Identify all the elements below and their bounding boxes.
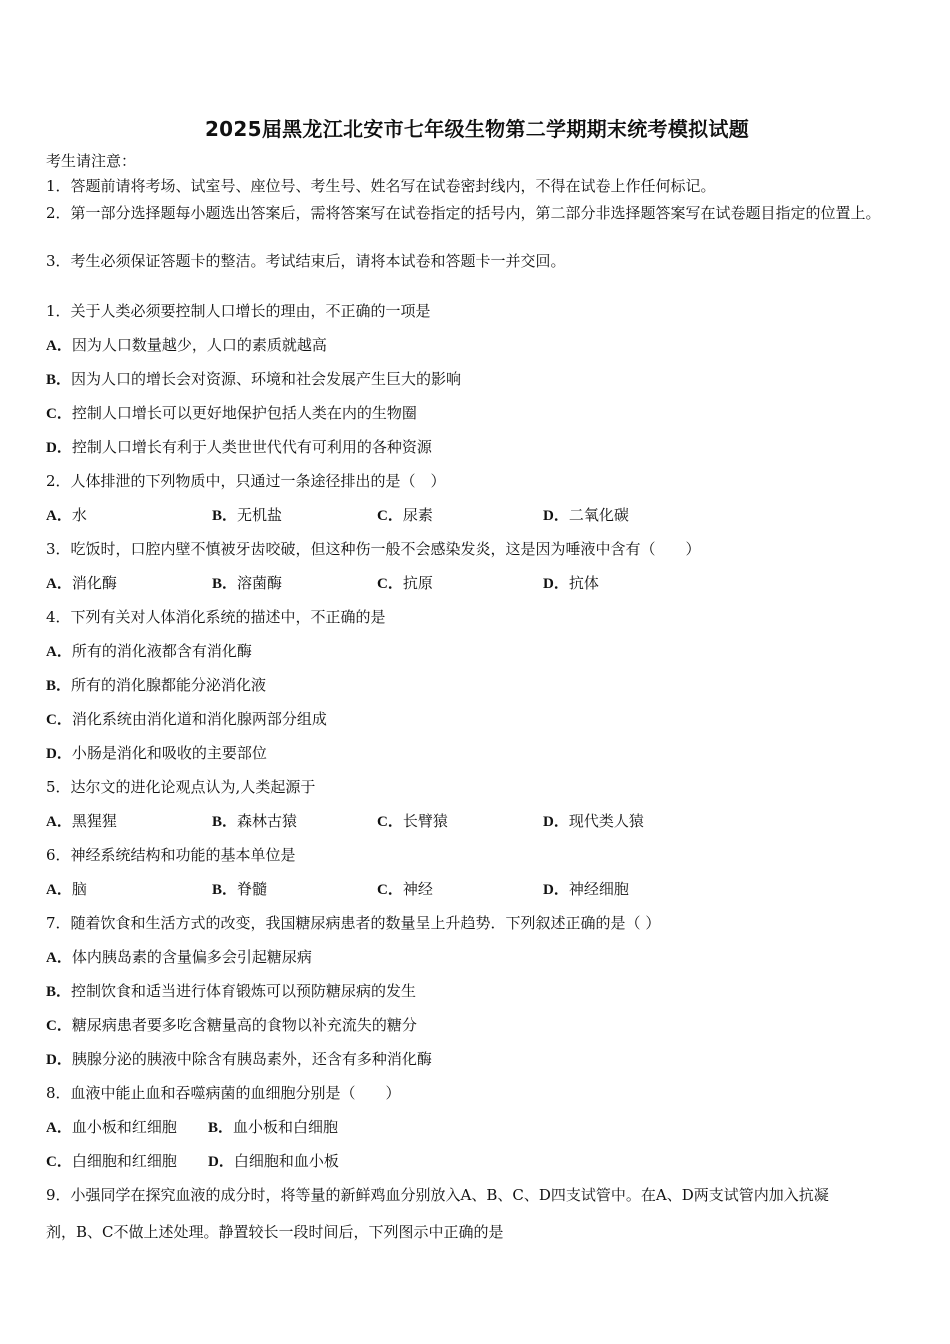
option-d	[208, 1151, 339, 1172]
option-text: 神经	[402, 880, 433, 898]
question-stem: 4．下列有关对人体消化系统的描述中，不正确的是	[46, 608, 386, 626]
question-stem: 5．达尔文的进化论观点认为,人类起源于	[46, 778, 316, 796]
option-c	[46, 403, 417, 424]
option-text: 尿素	[402, 506, 433, 524]
option-letter: C．	[377, 882, 403, 898]
question-stem: 7．随着饮食和生活方式的改变，我国糖尿病患者的数量呈上升趋势．下列叙述正确的是（ ）	[46, 914, 661, 932]
option-letter: A．	[46, 814, 72, 830]
option-b	[212, 505, 282, 526]
option-letter: B．	[212, 814, 238, 830]
option-text: 黑猩猩	[71, 812, 117, 830]
option-text: 消化系统由消化道和消化腺两部分组成	[71, 710, 327, 728]
option-a	[46, 335, 327, 356]
question-stem: 6．神经系统结构和功能的基本单位是	[46, 846, 296, 864]
option-letter: C．	[46, 712, 72, 728]
question-stem: 2．人体排泄的下列物质中，只通过一条途径排出的是（ ）	[46, 472, 446, 490]
option-a	[46, 811, 117, 832]
option-text: 脊髓	[237, 880, 268, 898]
option-letter: A．	[46, 338, 72, 354]
option-letter: D．	[208, 1154, 234, 1170]
option-text: 所有的消化腺都能分泌消化液	[71, 676, 267, 694]
option-b	[212, 879, 267, 900]
option-letter: A．	[46, 1120, 72, 1136]
option-letter: B．	[46, 678, 72, 694]
option-letter: A．	[46, 644, 72, 660]
option-letter: D．	[543, 508, 569, 524]
option-letter: B．	[212, 576, 238, 592]
option-letter: B．	[46, 372, 72, 388]
option-a	[46, 641, 252, 662]
option-d	[543, 879, 629, 900]
question-stem: 9．小强同学在探究血液的成分时，将等量的新鲜鸡血分别放入A、B、C、D四支试管中。在A、D两支试管内加入抗凝	[46, 1186, 829, 1204]
question-stem-continued: 剂，B、C不做上述处理。静置较长一段时间后，下列图示中正确的是	[46, 1223, 504, 1241]
option-d	[46, 437, 432, 458]
option-text: 水	[71, 506, 87, 524]
question-stem: 1．关于人类必须要控制人口增长的理由，不正确的一项是	[46, 302, 431, 320]
option-d	[543, 811, 644, 832]
option-letter: D．	[543, 882, 569, 898]
page-title: 2025届黑龙江北安市七年级生物第二学期期末统考模拟试题	[204, 117, 750, 141]
option-letter: B．	[212, 508, 238, 524]
option-text: 控制人口增长有利于人类世世代代有可利用的各种资源	[71, 438, 432, 456]
option-letter: B．	[208, 1120, 234, 1136]
option-text: 长臂猿	[402, 812, 448, 830]
option-letter: C．	[377, 576, 403, 592]
option-text: 小肠是消化和吸收的主要部位	[71, 744, 267, 762]
option-text: 抗原	[402, 574, 433, 592]
option-a	[46, 505, 87, 526]
option-d	[46, 1049, 432, 1070]
option-c	[46, 1151, 177, 1172]
option-letter: C．	[46, 406, 72, 422]
option-text: 控制人口增长可以更好地保护包括人类在内的生物圈	[71, 404, 417, 422]
option-letter: A．	[46, 950, 72, 966]
option-letter: D．	[46, 1052, 72, 1068]
option-text: 现代类人猿	[568, 812, 644, 830]
option-letter: C．	[377, 508, 403, 524]
option-c	[46, 1015, 417, 1036]
option-text: 二氧化碳	[568, 506, 629, 524]
option-letter: B．	[46, 984, 72, 1000]
option-c	[377, 811, 448, 832]
option-text: 因为人口的增长会对资源、环境和社会发展产生巨大的影响	[71, 370, 462, 388]
notice-item: 2．第一部分选择题每小题选出答案后，需将答案写在试卷指定的括号内，第二部分非选择题答案写在试卷题目指定的位置上。	[46, 204, 881, 222]
option-c	[46, 709, 327, 730]
option-b	[46, 369, 461, 390]
option-c	[377, 879, 433, 900]
option-letter: A．	[46, 882, 72, 898]
question-stem: 8．血液中能止血和吞噬病菌的血细胞分别是（ ）	[46, 1084, 401, 1102]
option-letter: D．	[543, 814, 569, 830]
option-c	[377, 505, 433, 526]
notice-heading: 考生请注意：	[46, 152, 137, 170]
option-text: 消化酶	[71, 574, 117, 592]
option-text: 森林古猿	[237, 812, 298, 830]
option-letter: A．	[46, 576, 72, 592]
option-b	[208, 1117, 338, 1138]
option-b	[46, 675, 266, 696]
option-text: 所有的消化液都含有消化酶	[71, 642, 252, 660]
option-text: 血小板和红细胞	[71, 1118, 177, 1136]
option-b	[212, 811, 297, 832]
option-d	[46, 743, 267, 764]
option-a	[46, 947, 312, 968]
question-stem: 3．吃饭时，口腔内壁不慎被牙齿咬破，但这种伤一般不会感染发炎，这是因为唾液中含有（ ）	[46, 540, 701, 558]
option-letter: C．	[377, 814, 403, 830]
option-d	[543, 573, 599, 594]
option-text: 白细胞和血小板	[233, 1152, 339, 1170]
option-letter: D．	[46, 440, 72, 456]
option-text: 神经细胞	[568, 880, 629, 898]
option-letter: A．	[46, 508, 72, 524]
notice-item: 1．答题前请将考场、试室号、座位号、考生号、姓名写在试卷密封线内，不得在试卷上作任何标记。	[46, 177, 716, 195]
option-d	[543, 505, 629, 526]
option-letter: B．	[212, 882, 238, 898]
option-letter: D．	[46, 746, 72, 762]
option-text: 白细胞和红细胞	[71, 1152, 177, 1170]
option-a	[46, 573, 117, 594]
option-c	[377, 573, 433, 594]
option-b	[212, 573, 282, 594]
option-text: 溶菌酶	[237, 574, 283, 592]
option-text: 控制饮食和适当进行体育锻炼可以预防糖尿病的发生	[71, 982, 417, 1000]
option-text: 胰腺分泌的胰液中除含有胰岛素外，还含有多种消化酶	[71, 1050, 432, 1068]
option-text: 抗体	[568, 574, 599, 592]
option-text: 因为人口数量越少，人口的素质就越高	[71, 336, 327, 354]
option-text: 血小板和白细胞	[233, 1118, 339, 1136]
notice-item: 3．考生必须保证答题卡的整洁。考试结束后，请将本试卷和答题卡一并交回。	[46, 252, 566, 270]
option-b	[46, 981, 416, 1002]
option-letter: D．	[543, 576, 569, 592]
option-a	[46, 1117, 177, 1138]
option-letter: C．	[46, 1018, 72, 1034]
option-letter: C．	[46, 1154, 72, 1170]
option-text: 体内胰岛素的含量偏多会引起糖尿病	[71, 948, 312, 966]
option-text: 无机盐	[237, 506, 283, 524]
option-text: 脑	[71, 880, 87, 898]
option-text: 糖尿病患者要多吃含糖量高的食物以补充流失的糖分	[71, 1016, 417, 1034]
option-a	[46, 879, 87, 900]
